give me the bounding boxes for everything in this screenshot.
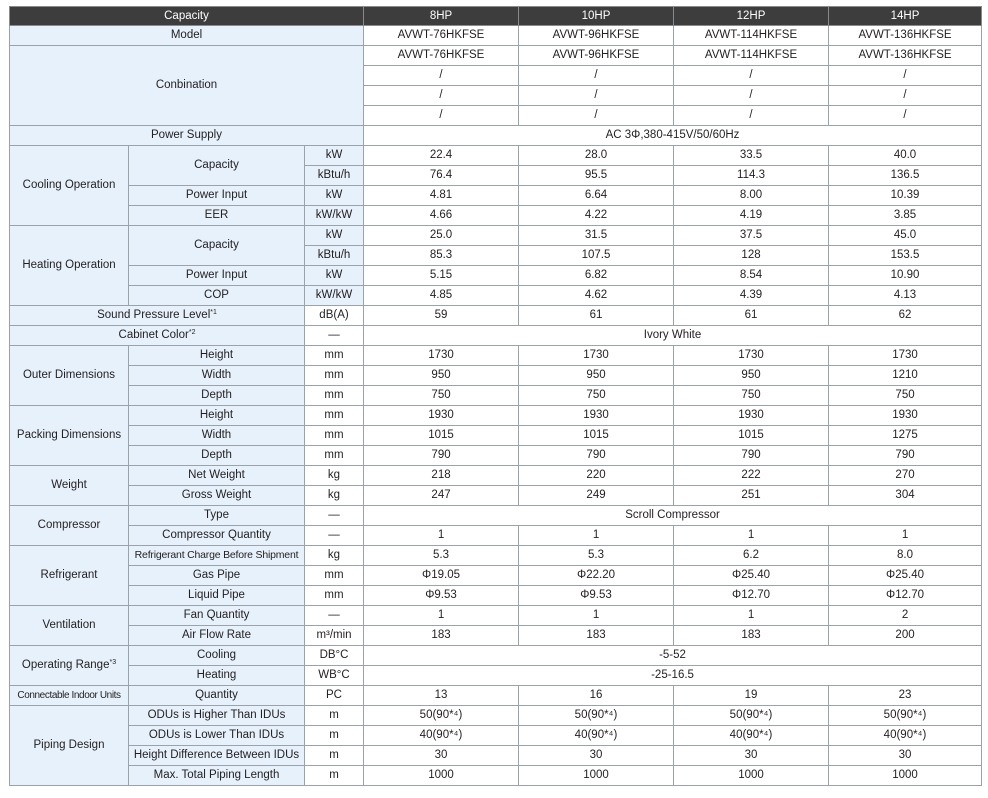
cell: 249 — [519, 486, 674, 506]
cell: 61 — [674, 306, 829, 326]
cell: 183 — [364, 626, 519, 646]
cell: 28.0 — [519, 146, 674, 166]
row-label: Gas Pipe — [129, 566, 305, 586]
unit-cell: m — [305, 726, 364, 746]
cell: 950 — [519, 366, 674, 386]
cell: 33.5 — [674, 146, 829, 166]
cell: 1015 — [674, 426, 829, 446]
cell: 85.3 — [364, 246, 519, 266]
cell: 1930 — [519, 406, 674, 426]
cell: 4.81 — [364, 186, 519, 206]
row-label-text: Sound Pressure Level — [97, 309, 211, 321]
cell: 95.5 — [519, 166, 674, 186]
cell: AVWT-76HKFSE — [364, 46, 519, 66]
cell: 1275 — [829, 426, 982, 446]
group-label-text: Operating Range — [21, 659, 110, 671]
cell: 50(90*⁴) — [364, 706, 519, 726]
cell: 1210 — [829, 366, 982, 386]
cell: AVWT-114HKFSE — [674, 46, 829, 66]
cell: AC 3Φ,380-415V/50/60Hz — [364, 126, 982, 146]
cell: 19 — [674, 686, 829, 706]
cell: Φ25.40 — [829, 566, 982, 586]
cell: 220 — [519, 466, 674, 486]
unit-cell: — — [305, 526, 364, 546]
cell: 950 — [674, 366, 829, 386]
row-label: Height Difference Between IDUs — [129, 746, 305, 766]
cell: / — [519, 66, 674, 86]
table-row — [10, 546, 982, 566]
header-col: 8HP — [364, 7, 519, 26]
cell: 6.2 — [674, 546, 829, 566]
cell: 222 — [674, 466, 829, 486]
table-row — [10, 206, 982, 226]
cell: 790 — [829, 446, 982, 466]
unit-cell: mm — [305, 426, 364, 446]
cell: 23 — [829, 686, 982, 706]
group-label: Heating Operation — [10, 226, 129, 306]
unit-cell: mm — [305, 446, 364, 466]
cell: 30 — [364, 746, 519, 766]
header-row — [10, 7, 982, 26]
cell: 247 — [364, 486, 519, 506]
row-label: Depth — [129, 446, 305, 466]
cell: 5.15 — [364, 266, 519, 286]
row-label: Height — [129, 346, 305, 366]
table-row — [10, 266, 982, 286]
cell: 25.0 — [364, 226, 519, 246]
cell: 10.90 — [829, 266, 982, 286]
cell: 8.00 — [674, 186, 829, 206]
cell: AVWT-76HKFSE — [364, 26, 519, 46]
row-label: Liquid Pipe — [129, 586, 305, 606]
cell: 4.22 — [519, 206, 674, 226]
cell: 950 — [364, 366, 519, 386]
cell: 790 — [364, 446, 519, 466]
table-row — [10, 306, 982, 326]
group-label: Outer Dimensions — [10, 346, 129, 406]
row-label: Width — [129, 426, 305, 446]
unit-cell: kBtu/h — [305, 166, 364, 186]
cell: 218 — [364, 466, 519, 486]
footnote-mark: *1 — [210, 309, 217, 316]
table-row — [10, 126, 982, 146]
row-label: ODUs is Higher Than IDUs — [129, 706, 305, 726]
cell: 304 — [829, 486, 982, 506]
cell: 750 — [364, 386, 519, 406]
cell: 8.0 — [829, 546, 982, 566]
cell: / — [829, 86, 982, 106]
cell: Φ9.53 — [364, 586, 519, 606]
unit-cell: mm — [305, 346, 364, 366]
cell: 114.3 — [674, 166, 829, 186]
row-label: Max. Total Piping Length — [129, 766, 305, 786]
group-label: Weight — [10, 466, 129, 506]
row-label: Conbination — [10, 46, 364, 126]
row-label: COP — [129, 286, 305, 306]
group-label: Compressor — [10, 506, 129, 546]
cell: 59 — [364, 306, 519, 326]
cell: Φ25.40 — [674, 566, 829, 586]
unit-cell: mm — [305, 366, 364, 386]
unit-cell: — — [305, 506, 364, 526]
table-row — [10, 346, 982, 366]
cell: 8.54 — [674, 266, 829, 286]
group-label: Cooling Operation — [10, 146, 129, 226]
group-label: Packing Dimensions — [10, 406, 129, 466]
cell: 5.3 — [364, 546, 519, 566]
unit-cell: m³/min — [305, 626, 364, 646]
row-label: Heating — [129, 666, 305, 686]
cell: 76.4 — [364, 166, 519, 186]
cell: 1000 — [364, 766, 519, 786]
cell: AVWT-96HKFSE — [519, 26, 674, 46]
row-label: Power Input — [129, 266, 305, 286]
row-label: Power Supply — [10, 126, 364, 146]
row-label: Type — [129, 506, 305, 526]
table-row — [10, 526, 982, 546]
cell: 4.62 — [519, 286, 674, 306]
cell: 1 — [364, 526, 519, 546]
cell: 1930 — [829, 406, 982, 426]
cell: 1000 — [519, 766, 674, 786]
cell: 40(90*⁴) — [829, 726, 982, 746]
cell: 6.82 — [519, 266, 674, 286]
unit-cell: — — [305, 326, 364, 346]
cell: 790 — [519, 446, 674, 466]
table-row — [10, 146, 982, 166]
cell: 200 — [829, 626, 982, 646]
cell: Φ12.70 — [829, 586, 982, 606]
cell: 4.39 — [674, 286, 829, 306]
unit-cell: m — [305, 706, 364, 726]
cell: 30 — [829, 746, 982, 766]
unit-cell: WB°C — [305, 666, 364, 686]
group-label: Connectable Indoor Units — [10, 686, 129, 706]
unit-cell: kg — [305, 546, 364, 566]
cell: 1730 — [364, 346, 519, 366]
table-row — [10, 286, 982, 306]
unit-cell: mm — [305, 386, 364, 406]
table-row — [10, 366, 982, 386]
header-capacity: Capacity — [10, 7, 364, 26]
row-label: Net Weight — [129, 466, 305, 486]
cell: 40(90*⁴) — [364, 726, 519, 746]
row-label: Model — [10, 26, 364, 46]
cell: 30 — [519, 746, 674, 766]
unit-cell: DB°C — [305, 646, 364, 666]
cell: Ivory White — [364, 326, 982, 346]
row-label — [10, 306, 305, 326]
cell: 30 — [674, 746, 829, 766]
row-label: Compressor Quantity — [129, 526, 305, 546]
table-row — [10, 646, 982, 666]
unit-cell: mm — [305, 406, 364, 426]
cell: 750 — [674, 386, 829, 406]
cell: / — [674, 106, 829, 126]
cell: 50(90*⁴) — [519, 706, 674, 726]
row-label: Capacity — [129, 146, 305, 186]
cell: 1015 — [364, 426, 519, 446]
cell: -25-16.5 — [364, 666, 982, 686]
table-row — [10, 386, 982, 406]
cell: 1730 — [674, 346, 829, 366]
cell: 1015 — [519, 426, 674, 446]
table-row — [10, 26, 982, 46]
table-row — [10, 766, 982, 786]
unit-cell: dB(A) — [305, 306, 364, 326]
cell: / — [519, 106, 674, 126]
table-row — [10, 666, 982, 686]
cell: 2 — [829, 606, 982, 626]
cell: / — [674, 86, 829, 106]
unit-cell: m — [305, 766, 364, 786]
row-label: Quantity — [129, 686, 305, 706]
table-row — [10, 446, 982, 466]
group-label: Refrigerant — [10, 546, 129, 606]
cell: -5-52 — [364, 646, 982, 666]
cell: 37.5 — [674, 226, 829, 246]
cell: 251 — [674, 486, 829, 506]
cell: 1 — [674, 526, 829, 546]
unit-cell: kg — [305, 486, 364, 506]
row-label-text: Cabinet Color — [118, 329, 189, 341]
row-label: Refrigerant Charge Before Shipment — [129, 546, 305, 566]
cell: Φ9.53 — [519, 586, 674, 606]
table-row — [10, 466, 982, 486]
table-row — [10, 706, 982, 726]
cell: / — [364, 66, 519, 86]
cell: 1 — [364, 606, 519, 626]
table-row — [10, 326, 982, 346]
cell: 790 — [674, 446, 829, 466]
table-row — [10, 506, 982, 526]
unit-cell: m — [305, 746, 364, 766]
unit-cell: kg — [305, 466, 364, 486]
cell: 61 — [519, 306, 674, 326]
unit-cell: kW — [305, 186, 364, 206]
cell: 4.13 — [829, 286, 982, 306]
row-label: Depth — [129, 386, 305, 406]
row-label: Fan Quantity — [129, 606, 305, 626]
cell: 1 — [519, 526, 674, 546]
row-label: Power Input — [129, 186, 305, 206]
cell: Φ22.20 — [519, 566, 674, 586]
cell: Φ12.70 — [674, 586, 829, 606]
footnote-mark: *2 — [188, 329, 196, 336]
unit-cell: PC — [305, 686, 364, 706]
cell: 1000 — [829, 766, 982, 786]
cell: 1930 — [674, 406, 829, 426]
cell: AVWT-136HKFSE — [829, 46, 982, 66]
cell: 107.5 — [519, 246, 674, 266]
cell: Φ19.05 — [364, 566, 519, 586]
table-row — [10, 186, 982, 206]
cell: 4.66 — [364, 206, 519, 226]
spec-table — [9, 6, 982, 786]
unit-cell: kBtu/h — [305, 246, 364, 266]
row-label: EER — [129, 206, 305, 226]
cell: 183 — [674, 626, 829, 646]
unit-cell: mm — [305, 566, 364, 586]
row-label: Height — [129, 406, 305, 426]
row-label: Width — [129, 366, 305, 386]
cell: 1730 — [519, 346, 674, 366]
cell: 1 — [829, 526, 982, 546]
table-row — [10, 426, 982, 446]
table-row — [10, 566, 982, 586]
cell: 22.4 — [364, 146, 519, 166]
table-row — [10, 586, 982, 606]
cell: 50(90*⁴) — [829, 706, 982, 726]
cell: 16 — [519, 686, 674, 706]
table-row — [10, 226, 982, 246]
table-row — [10, 486, 982, 506]
cell: Scroll Compressor — [364, 506, 982, 526]
cell: / — [364, 86, 519, 106]
header-col: 14HP — [829, 7, 982, 26]
row-label: Air Flow Rate — [129, 626, 305, 646]
cell: / — [364, 106, 519, 126]
cell: 1730 — [829, 346, 982, 366]
row-label: Cooling — [129, 646, 305, 666]
cell: AVWT-96HKFSE — [519, 46, 674, 66]
header-col: 10HP — [519, 7, 674, 26]
cell: / — [674, 66, 829, 86]
unit-cell: kW — [305, 226, 364, 246]
cell: 270 — [829, 466, 982, 486]
cell: 62 — [829, 306, 982, 326]
table-row — [10, 606, 982, 626]
cell: 3.85 — [829, 206, 982, 226]
cell: 40(90*⁴) — [519, 726, 674, 746]
cell: 1 — [519, 606, 674, 626]
unit-cell: kW — [305, 146, 364, 166]
cell: 50(90*⁴) — [674, 706, 829, 726]
cell: 5.3 — [519, 546, 674, 566]
row-label: ODUs is Lower Than IDUs — [129, 726, 305, 746]
table-row — [10, 406, 982, 426]
cell: 45.0 — [829, 226, 982, 246]
group-label: Ventilation — [10, 606, 129, 646]
cell: 40.0 — [829, 146, 982, 166]
cell: 183 — [519, 626, 674, 646]
table-row — [10, 726, 982, 746]
cell: / — [829, 106, 982, 126]
unit-cell: kW/kW — [305, 206, 364, 226]
cell: 1930 — [364, 406, 519, 426]
row-label: Capacity — [129, 226, 305, 266]
cell: 128 — [674, 246, 829, 266]
cell: 750 — [829, 386, 982, 406]
unit-cell: mm — [305, 586, 364, 606]
unit-cell: kW — [305, 266, 364, 286]
table-row — [10, 626, 982, 646]
table-row — [10, 746, 982, 766]
cell: 31.5 — [519, 226, 674, 246]
cell: 4.19 — [674, 206, 829, 226]
cell: 136.5 — [829, 166, 982, 186]
cell: 750 — [519, 386, 674, 406]
unit-cell: kW/kW — [305, 286, 364, 306]
cell: 1000 — [674, 766, 829, 786]
table-row — [10, 46, 982, 66]
header-col: 12HP — [674, 7, 829, 26]
cell: 10.39 — [829, 186, 982, 206]
cell: 4.85 — [364, 286, 519, 306]
row-label — [10, 326, 305, 346]
group-label: Piping Design — [10, 706, 129, 786]
cell: AVWT-114HKFSE — [674, 26, 829, 46]
table-row — [10, 686, 982, 706]
cell: 6.64 — [519, 186, 674, 206]
cell: AVWT-136HKFSE — [829, 26, 982, 46]
cell: 40(90*⁴) — [674, 726, 829, 746]
cell: / — [519, 86, 674, 106]
group-label — [10, 646, 129, 686]
cell: / — [829, 66, 982, 86]
footnote-mark: *3 — [109, 659, 117, 666]
cell: 13 — [364, 686, 519, 706]
cell: 153.5 — [829, 246, 982, 266]
unit-cell: — — [305, 606, 364, 626]
cell: 1 — [674, 606, 829, 626]
row-label: Gross Weight — [129, 486, 305, 506]
